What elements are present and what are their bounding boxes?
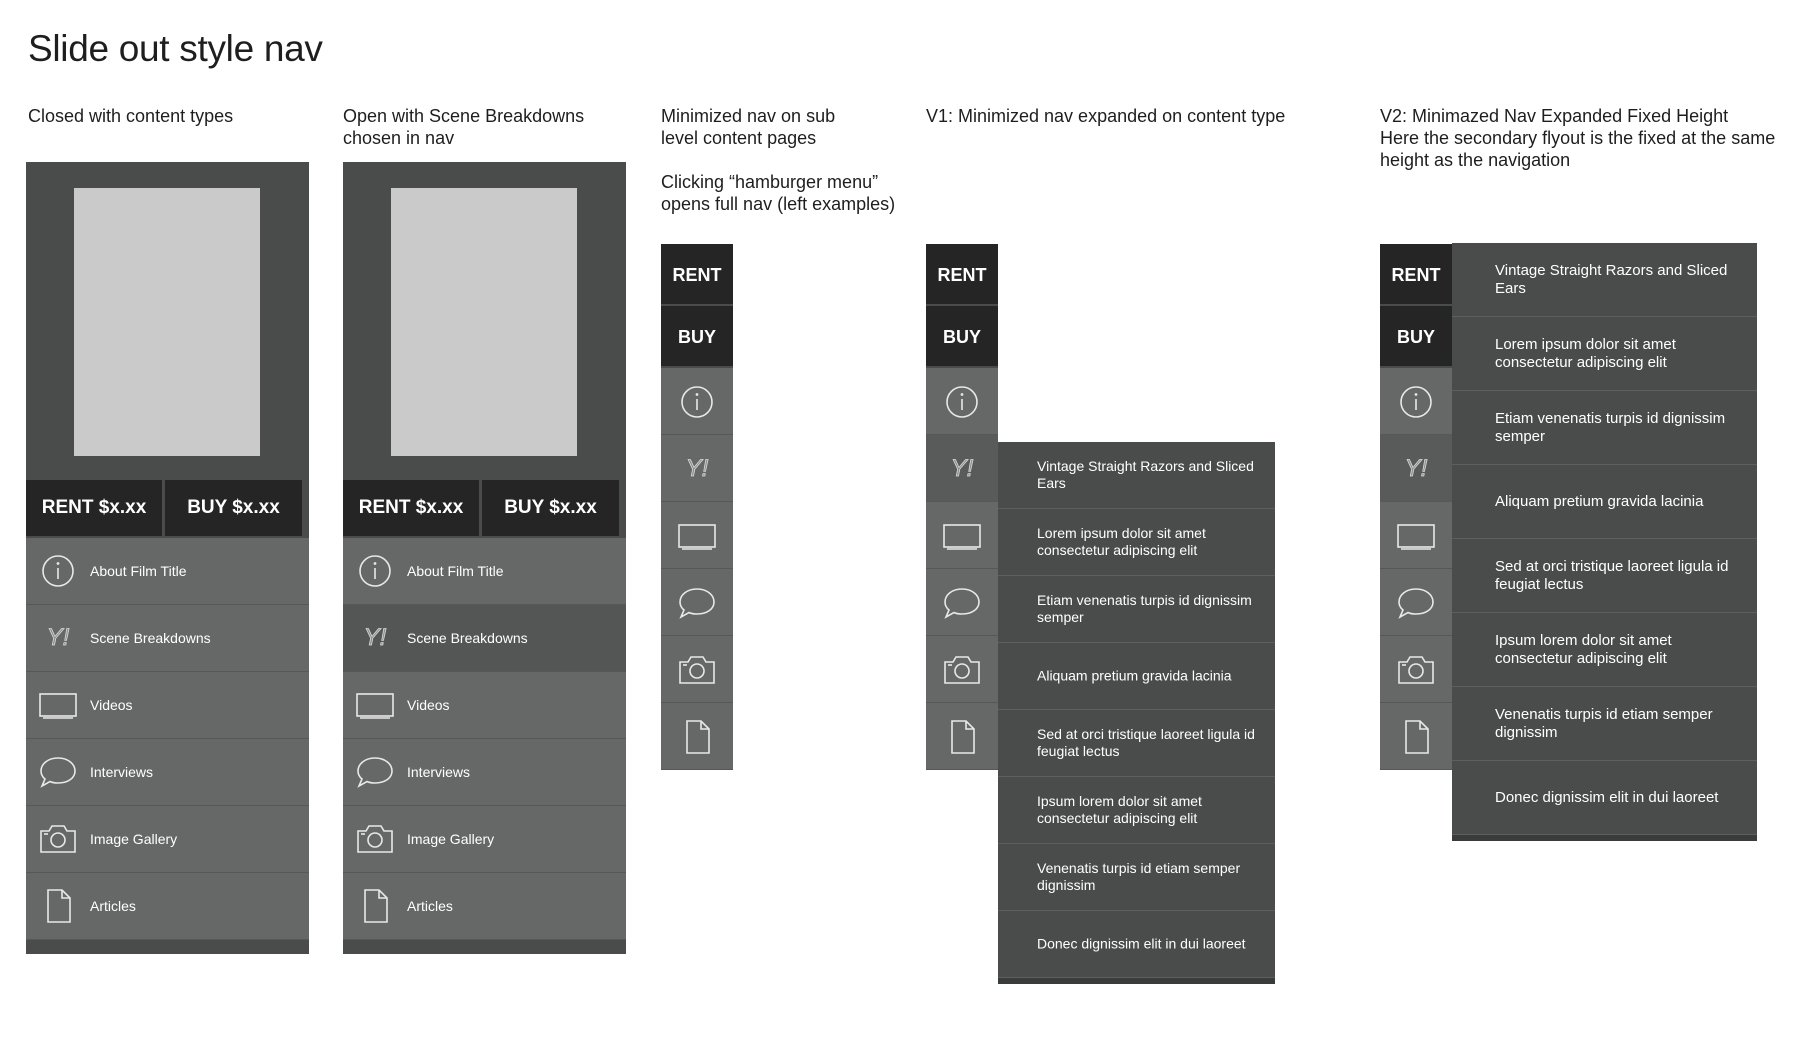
flyout-item-label: Lorem ipsum dolor sit amet consectetur adipiscing elit — [1037, 525, 1206, 558]
page-title: Slide out style nav — [28, 28, 323, 69]
y-glyph: Y! — [46, 624, 70, 651]
v2-flyout — [1452, 243, 1757, 841]
menu-item-label: Image Gallery — [90, 831, 178, 847]
flyout-footer — [1452, 835, 1757, 841]
menu-footer — [343, 940, 626, 948]
rent-button[interactable]: RENT — [661, 244, 733, 306]
menu-item-videos[interactable] — [26, 672, 309, 739]
tv-icon — [40, 687, 76, 723]
info-icon — [679, 384, 715, 420]
rail-camera-button[interactable] — [1380, 636, 1452, 703]
info-icon — [1398, 384, 1434, 420]
flyout-item-label: Venenatis turpis id etiam semper dignissim — [1495, 705, 1713, 741]
v2-nav-rail — [1380, 244, 1452, 770]
flyout-item-label: Lorem ipsum dolor sit amet consectetur adipiscing elit — [1495, 335, 1676, 371]
rail-speech-bubble-button[interactable] — [661, 569, 733, 636]
caption-closed: Closed with content types — [28, 106, 234, 126]
camera-icon — [944, 652, 980, 688]
y-glyph: Y! — [1404, 455, 1428, 482]
flyout-item[interactable] — [1452, 391, 1757, 465]
rail-info-button[interactable] — [661, 368, 733, 435]
rail-info-button[interactable] — [926, 368, 998, 435]
y-glyph: Y! — [950, 455, 974, 482]
info-icon — [357, 553, 393, 589]
caption-minimized: Minimized nav on sub level content pages Clicking “hamburger menu” opens full nav (left examples) — [661, 106, 896, 214]
y-icon — [357, 620, 393, 656]
rail-info-button[interactable] — [1380, 368, 1452, 435]
flyout-item-label: Sed at orci tristique laoreet ligula id feugiat lectus — [1495, 557, 1729, 593]
menu-footer — [26, 940, 309, 948]
menu-item-label: Scene Breakdowns — [90, 630, 211, 646]
info-icon — [944, 384, 980, 420]
rail-y-button[interactable] — [661, 435, 733, 502]
menu-item-label: About Film Title — [90, 563, 187, 579]
poster-placeholder — [391, 188, 577, 456]
camera-icon — [1398, 652, 1434, 688]
flyout-item[interactable] — [1452, 539, 1757, 613]
caption-v1: V1: Minimized nav expanded on content type — [926, 106, 1286, 126]
tv-icon — [944, 518, 980, 554]
hero-area — [343, 162, 626, 477]
caption-v2: V2: Minimazed Nav Expanded Fixed Height Here the secondary flyout is the fixed at the same height as the navigation — [1380, 106, 1776, 170]
flyout-item-label: Sed at orci tristique laoreet ligula id feugiat lectus — [1037, 726, 1255, 759]
rail-camera-button[interactable] — [926, 636, 998, 703]
rail-camera-button[interactable] — [661, 636, 733, 703]
menu-item-label: Image Gallery — [407, 831, 495, 847]
document-icon — [40, 888, 76, 924]
closed-nav-panel — [26, 162, 309, 954]
menu-item-image-gallery[interactable] — [343, 806, 626, 873]
camera-icon — [40, 821, 76, 857]
info-icon — [40, 553, 76, 589]
flyout-item[interactable] — [998, 576, 1275, 643]
document-icon — [1398, 719, 1434, 755]
speech-bubble-icon — [357, 754, 393, 790]
camera-icon — [679, 652, 715, 688]
buy-button[interactable]: BUY — [661, 306, 733, 368]
buy-button[interactable]: BUY $x.xx — [165, 480, 302, 536]
flyout-item[interactable] — [1452, 687, 1757, 761]
rent-button[interactable]: RENT $x.xx — [343, 480, 479, 536]
menu-item-about-film-title[interactable] — [343, 538, 626, 605]
rail-tv-button[interactable] — [1380, 502, 1452, 569]
y-icon — [1398, 451, 1434, 487]
flyout-item[interactable] — [998, 643, 1275, 710]
menu-item-label: Interviews — [407, 764, 471, 780]
y-icon — [40, 620, 76, 656]
y-icon — [679, 451, 715, 487]
menu-item-scene-breakdowns[interactable] — [26, 605, 309, 672]
flyout-item-label: Ipsum lorem dolor sit amet consectetur adipiscing elit — [1037, 793, 1202, 826]
rent-button[interactable]: RENT — [1380, 244, 1452, 306]
flyout-item-label: Donec dignissim elit in dui laoreet — [1037, 935, 1246, 952]
tv-icon — [1398, 518, 1434, 554]
price-bar — [343, 477, 626, 538]
menu-item-label: About Film Title — [407, 563, 504, 579]
y-glyph: Y! — [363, 624, 387, 651]
flyout-item[interactable] — [998, 442, 1275, 509]
menu-item-videos[interactable] — [343, 672, 626, 739]
flyout-item[interactable] — [1452, 761, 1757, 835]
hero-area — [26, 162, 309, 477]
menu-item-about-film-title[interactable] — [26, 538, 309, 605]
flyout-item-label: Vintage Straight Razors and Sliced Ears — [1037, 458, 1254, 491]
tv-icon — [679, 518, 715, 554]
flyout-item-label: Etiam venenatis turpis id dignissim semper — [1037, 592, 1252, 625]
menu-item-articles[interactable] — [26, 873, 309, 940]
speech-bubble-icon — [40, 754, 76, 790]
rail-y-button[interactable] — [1380, 435, 1452, 502]
menu-item-image-gallery[interactable] — [26, 806, 309, 873]
caption-open: Open with Scene Breakdowns chosen in nav — [343, 106, 585, 148]
rail-speech-bubble-button[interactable] — [926, 569, 998, 636]
flyout-item[interactable] — [1452, 243, 1757, 317]
menu-item-interviews[interactable] — [26, 739, 309, 806]
flyout-item-label: Vintage Straight Razors and Sliced Ears — [1495, 261, 1728, 297]
menu-item-label: Videos — [407, 697, 450, 713]
flyout-item[interactable] — [998, 777, 1275, 844]
content-type-menu — [343, 538, 626, 948]
document-icon — [679, 719, 715, 755]
rail-tv-button[interactable] — [926, 502, 998, 569]
rail-document-button[interactable] — [926, 703, 998, 770]
open-nav-panel — [343, 162, 626, 954]
content-type-menu — [26, 538, 309, 948]
flyout-item-label: Donec dignissim elit in dui laoreet — [1495, 788, 1719, 806]
menu-item-articles[interactable] — [343, 873, 626, 940]
buy-button[interactable]: BUY — [1380, 306, 1452, 368]
flyout-item[interactable] — [1452, 465, 1757, 539]
speech-bubble-icon — [679, 585, 715, 621]
rail-tv-button[interactable] — [661, 502, 733, 569]
camera-icon — [357, 821, 393, 857]
rent-button[interactable]: RENT $x.xx — [26, 480, 162, 536]
tv-icon — [357, 687, 393, 723]
menu-item-interviews[interactable] — [343, 739, 626, 806]
rail-document-button[interactable] — [1380, 703, 1452, 770]
flyout-item[interactable] — [998, 710, 1275, 777]
flyout-item-label: Aliquam pretium gravida lacinia — [1495, 492, 1704, 510]
flyout-item[interactable] — [1452, 317, 1757, 391]
y-icon — [944, 451, 980, 487]
poster-placeholder — [74, 188, 260, 456]
menu-item-label: Videos — [90, 697, 133, 713]
v1-flyout — [998, 442, 1275, 984]
flyout-item-label: Aliquam pretium gravida lacinia — [1037, 667, 1232, 684]
flyout-item[interactable] — [998, 509, 1275, 576]
buy-button[interactable]: BUY — [926, 306, 998, 368]
speech-bubble-icon — [1398, 585, 1434, 621]
speech-bubble-icon — [944, 585, 980, 621]
y-glyph: Y! — [685, 455, 709, 482]
flyout-item-label: Venenatis turpis id etiam semper dignissim — [1037, 860, 1241, 893]
flyout-item[interactable] — [1452, 613, 1757, 687]
v1-nav-rail — [926, 244, 998, 770]
flyout-item-label: Etiam venenatis turpis id dignissim semper — [1495, 409, 1726, 445]
flyout-footer — [998, 978, 1275, 984]
rail-y-button[interactable] — [926, 435, 998, 502]
document-icon — [357, 888, 393, 924]
menu-item-label: Scene Breakdowns — [407, 630, 528, 646]
price-bar — [26, 477, 309, 538]
rail-document-button[interactable] — [661, 703, 733, 770]
menu-item-label: Articles — [90, 898, 136, 914]
minimized-nav-rail — [661, 244, 733, 770]
menu-item-scene-breakdowns[interactable] — [343, 605, 626, 672]
menu-item-label: Articles — [407, 898, 453, 914]
document-icon — [944, 719, 980, 755]
rail-speech-bubble-button[interactable] — [1380, 569, 1452, 636]
flyout-item[interactable] — [998, 911, 1275, 978]
flyout-item-label: Ipsum lorem dolor sit amet consectetur adipiscing elit — [1495, 631, 1672, 667]
flyout-item[interactable] — [998, 844, 1275, 911]
rent-button[interactable]: RENT — [926, 244, 998, 306]
buy-button[interactable]: BUY $x.xx — [482, 480, 619, 536]
menu-item-label: Interviews — [90, 764, 154, 780]
